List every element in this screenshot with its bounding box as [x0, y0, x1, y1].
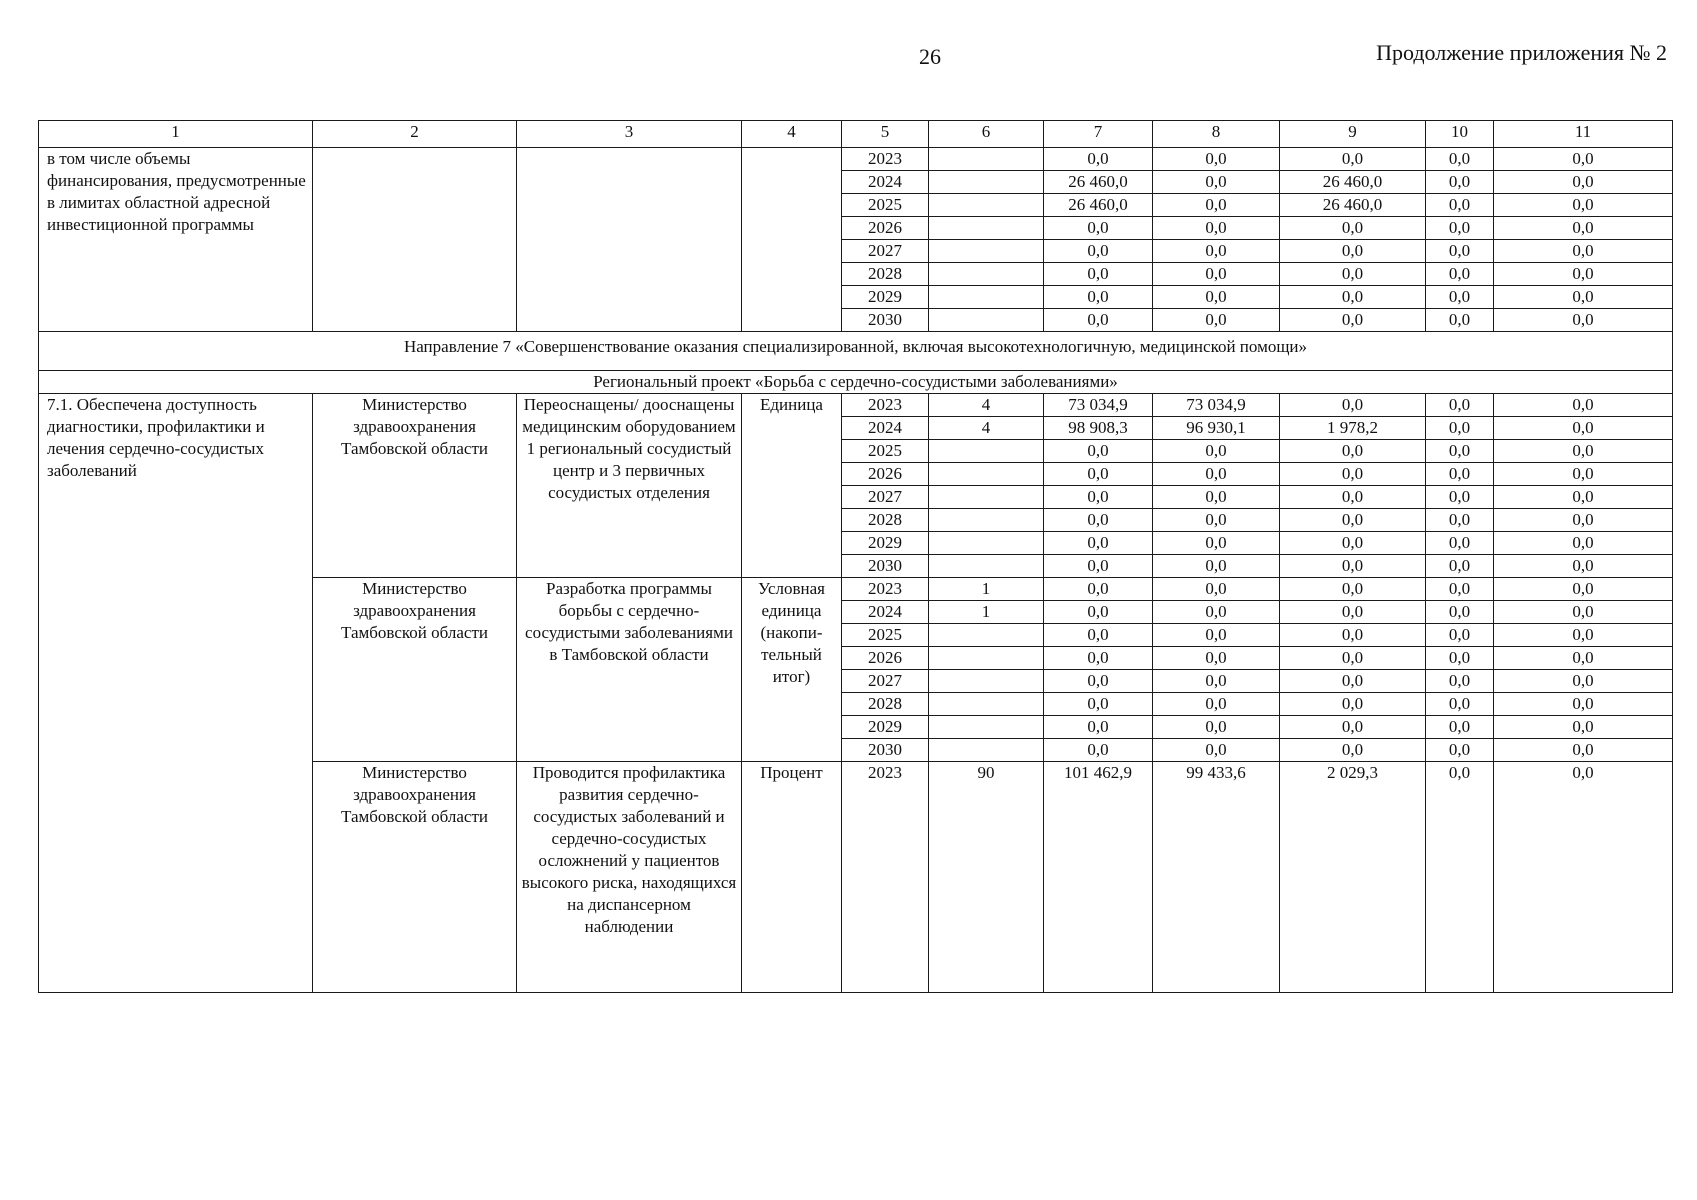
local-funding: 0,0 — [1426, 670, 1494, 693]
local-funding: 0,0 — [1426, 194, 1494, 217]
column-header: 5 — [842, 121, 929, 148]
indicator-value — [929, 309, 1044, 332]
responsible-cell: Министерство здравоохранения Тамбовской области — [313, 578, 517, 762]
total-funding: 26 460,0 — [1044, 171, 1153, 194]
regional-funding: 0,0 — [1280, 217, 1426, 240]
local-funding: 0,0 — [1426, 532, 1494, 555]
other-funding: 0,0 — [1494, 417, 1673, 440]
regional-funding: 0,0 — [1280, 309, 1426, 332]
indicator-value — [929, 624, 1044, 647]
year-cell: 2028 — [842, 693, 929, 716]
local-funding: 0,0 — [1426, 716, 1494, 739]
regional-funding: 26 460,0 — [1280, 171, 1426, 194]
federal-funding: 0,0 — [1153, 240, 1280, 263]
year-cell: 2026 — [842, 647, 929, 670]
regional-funding: 0,0 — [1280, 509, 1426, 532]
column-header: 1 — [39, 121, 313, 148]
regional-funding: 26 460,0 — [1280, 194, 1426, 217]
regional-funding: 0,0 — [1280, 578, 1426, 601]
federal-funding: 0,0 — [1153, 624, 1280, 647]
local-funding: 0,0 — [1426, 263, 1494, 286]
total-funding: 0,0 — [1044, 263, 1153, 286]
regional-funding: 0,0 — [1280, 739, 1426, 762]
indicator-value — [929, 555, 1044, 578]
total-funding: 0,0 — [1044, 463, 1153, 486]
indicator-value — [929, 509, 1044, 532]
indicator-value — [929, 286, 1044, 309]
year-cell: 2028 — [842, 509, 929, 532]
result-cell — [517, 148, 742, 332]
year-cell: 2027 — [842, 670, 929, 693]
federal-funding: 0,0 — [1153, 601, 1280, 624]
federal-funding: 0,0 — [1153, 217, 1280, 240]
table-row — [39, 394, 1673, 417]
other-funding: 0,0 — [1494, 171, 1673, 194]
other-funding: 0,0 — [1494, 532, 1673, 555]
regional-funding: 0,0 — [1280, 647, 1426, 670]
year-cell: 2029 — [842, 532, 929, 555]
project-row — [39, 371, 1673, 394]
responsible-cell: Министерство здравоохранения Тамбовской области — [313, 762, 517, 993]
local-funding: 0,0 — [1426, 286, 1494, 309]
total-funding: 0,0 — [1044, 509, 1153, 532]
other-funding: 0,0 — [1494, 624, 1673, 647]
year-cell: 2029 — [842, 716, 929, 739]
total-funding: 0,0 — [1044, 647, 1153, 670]
other-funding: 0,0 — [1494, 716, 1673, 739]
unit-cell: Условная единица (накопи-тельный итог) — [742, 578, 842, 762]
federal-funding: 0,0 — [1153, 148, 1280, 171]
local-funding: 0,0 — [1426, 601, 1494, 624]
total-funding: 0,0 — [1044, 217, 1153, 240]
other-funding: 0,0 — [1494, 309, 1673, 332]
page-number: 26 — [919, 44, 941, 69]
local-funding: 0,0 — [1426, 240, 1494, 263]
column-header: 10 — [1426, 121, 1494, 148]
federal-funding: 0,0 — [1153, 532, 1280, 555]
other-funding: 0,0 — [1494, 509, 1673, 532]
column-header: 2 — [313, 121, 517, 148]
local-funding: 0,0 — [1426, 555, 1494, 578]
regional-funding: 0,0 — [1280, 601, 1426, 624]
other-funding: 0,0 — [1494, 601, 1673, 624]
year-cell: 2028 — [842, 263, 929, 286]
federal-funding: 0,0 — [1153, 194, 1280, 217]
regional-funding: 0,0 — [1280, 240, 1426, 263]
indicator-value: 1 — [929, 578, 1044, 601]
federal-funding: 0,0 — [1153, 486, 1280, 509]
column-header: 7 — [1044, 121, 1153, 148]
year-cell: 2027 — [842, 240, 929, 263]
federal-funding: 0,0 — [1153, 309, 1280, 332]
indicator-value — [929, 440, 1044, 463]
indicator-value — [929, 716, 1044, 739]
year-cell: 2023 — [842, 578, 929, 601]
indicator-value — [929, 486, 1044, 509]
regional-funding: 0,0 — [1280, 440, 1426, 463]
other-funding: 0,0 — [1494, 670, 1673, 693]
total-funding: 0,0 — [1044, 601, 1153, 624]
federal-funding: 0,0 — [1153, 263, 1280, 286]
column-header: 8 — [1153, 121, 1280, 148]
federal-funding: 99 433,6 — [1153, 762, 1280, 993]
unit-cell: Процент — [742, 762, 842, 993]
regional-funding: 0,0 — [1280, 286, 1426, 309]
total-funding: 0,0 — [1044, 148, 1153, 171]
local-funding: 0,0 — [1426, 578, 1494, 601]
total-funding: 0,0 — [1044, 670, 1153, 693]
column-header: 6 — [929, 121, 1044, 148]
indicator-value — [929, 148, 1044, 171]
other-funding: 0,0 — [1494, 263, 1673, 286]
total-funding: 0,0 — [1044, 578, 1153, 601]
indicator-value: 90 — [929, 762, 1044, 993]
year-cell: 2023 — [842, 762, 929, 993]
item-description: 7.1. Обеспечена доступность диагностики, профилактики и лечения сердечно-сосудистых заболеваний — [39, 394, 313, 993]
year-cell: 2023 — [842, 148, 929, 171]
year-cell: 2029 — [842, 286, 929, 309]
indicator-value — [929, 240, 1044, 263]
year-cell: 2026 — [842, 217, 929, 240]
indicator-value — [929, 263, 1044, 286]
result-cell: Разработка программы борьбы с сердечно-сосудистыми заболеваниями в Тамбовской области — [517, 578, 742, 762]
indicator-value — [929, 693, 1044, 716]
local-funding: 0,0 — [1426, 762, 1494, 993]
year-cell: 2023 — [842, 394, 929, 417]
other-funding: 0,0 — [1494, 647, 1673, 670]
year-cell: 2025 — [842, 624, 929, 647]
other-funding: 0,0 — [1494, 217, 1673, 240]
total-funding: 0,0 — [1044, 309, 1153, 332]
total-funding: 0,0 — [1044, 555, 1153, 578]
year-cell: 2024 — [842, 417, 929, 440]
year-cell: 2025 — [842, 194, 929, 217]
local-funding: 0,0 — [1426, 440, 1494, 463]
other-funding: 0,0 — [1494, 739, 1673, 762]
regional-funding: 0,0 — [1280, 670, 1426, 693]
total-funding: 0,0 — [1044, 440, 1153, 463]
year-cell: 2026 — [842, 463, 929, 486]
year-cell: 2025 — [842, 440, 929, 463]
regional-funding: 0,0 — [1280, 716, 1426, 739]
result-cell: Переоснащены/ дооснащены медицинским оборудованием 1 региональный сосудистый центр и 3 первичных сосудистых отделения — [517, 394, 742, 578]
local-funding: 0,0 — [1426, 417, 1494, 440]
total-funding: 26 460,0 — [1044, 194, 1153, 217]
federal-funding: 0,0 — [1153, 440, 1280, 463]
budget-table — [38, 120, 1673, 993]
indicator-value — [929, 647, 1044, 670]
project-title: Региональный проект «Борьба с сердечно-сосудистыми заболеваниями» — [39, 371, 1673, 394]
local-funding: 0,0 — [1426, 486, 1494, 509]
column-header: 11 — [1494, 121, 1673, 148]
other-funding: 0,0 — [1494, 394, 1673, 417]
indicator-value — [929, 670, 1044, 693]
local-funding: 0,0 — [1426, 394, 1494, 417]
item-description: в том числе объемы финансирования, предусмотренные в лимитах областной адресной инвестиционной программы — [39, 148, 313, 332]
other-funding: 0,0 — [1494, 463, 1673, 486]
unit-cell: Единица — [742, 394, 842, 578]
other-funding: 0,0 — [1494, 286, 1673, 309]
indicator-value: 4 — [929, 417, 1044, 440]
indicator-value: 4 — [929, 394, 1044, 417]
year-cell: 2027 — [842, 486, 929, 509]
local-funding: 0,0 — [1426, 217, 1494, 240]
regional-funding: 1 978,2 — [1280, 417, 1426, 440]
regional-funding: 0,0 — [1280, 463, 1426, 486]
federal-funding: 0,0 — [1153, 555, 1280, 578]
indicator-value — [929, 217, 1044, 240]
federal-funding: 0,0 — [1153, 647, 1280, 670]
other-funding: 0,0 — [1494, 440, 1673, 463]
federal-funding: 0,0 — [1153, 693, 1280, 716]
responsible-cell — [313, 148, 517, 332]
local-funding: 0,0 — [1426, 171, 1494, 194]
other-funding: 0,0 — [1494, 240, 1673, 263]
indicator-value — [929, 194, 1044, 217]
other-funding: 0,0 — [1494, 148, 1673, 171]
indicator-value — [929, 532, 1044, 555]
column-header-row — [39, 121, 1673, 148]
direction-title: Направление 7 «Совершенствование оказания специализированной, включая высокотехнологичную, медицинской помощи» — [39, 332, 1673, 371]
local-funding: 0,0 — [1426, 624, 1494, 647]
year-cell: 2030 — [842, 309, 929, 332]
federal-funding: 0,0 — [1153, 670, 1280, 693]
local-funding: 0,0 — [1426, 509, 1494, 532]
total-funding: 0,0 — [1044, 286, 1153, 309]
regional-funding: 0,0 — [1280, 532, 1426, 555]
result-cell: Проводится профилактика развития сердечно-сосудистых заболеваний и сердечно-сосудистых осложнений у пациентов высокого риска, находящихся на диспансерном наблюдении — [517, 762, 742, 993]
unit-cell — [742, 148, 842, 332]
regional-funding: 0,0 — [1280, 555, 1426, 578]
local-funding: 0,0 — [1426, 739, 1494, 762]
indicator-value — [929, 171, 1044, 194]
year-cell: 2030 — [842, 555, 929, 578]
federal-funding: 0,0 — [1153, 739, 1280, 762]
other-funding: 0,0 — [1494, 693, 1673, 716]
budget-table-container — [38, 120, 1672, 993]
federal-funding: 0,0 — [1153, 286, 1280, 309]
total-funding: 98 908,3 — [1044, 417, 1153, 440]
year-cell: 2024 — [842, 171, 929, 194]
total-funding: 0,0 — [1044, 693, 1153, 716]
total-funding: 0,0 — [1044, 486, 1153, 509]
regional-funding: 0,0 — [1280, 486, 1426, 509]
regional-funding: 0,0 — [1280, 148, 1426, 171]
indicator-value — [929, 739, 1044, 762]
indicator-value — [929, 463, 1044, 486]
table-row — [39, 148, 1673, 171]
federal-funding: 96 930,1 — [1153, 417, 1280, 440]
regional-funding: 0,0 — [1280, 693, 1426, 716]
regional-funding: 0,0 — [1280, 394, 1426, 417]
other-funding: 0,0 — [1494, 486, 1673, 509]
other-funding: 0,0 — [1494, 194, 1673, 217]
federal-funding: 0,0 — [1153, 578, 1280, 601]
local-funding: 0,0 — [1426, 693, 1494, 716]
federal-funding: 0,0 — [1153, 463, 1280, 486]
column-header: 4 — [742, 121, 842, 148]
federal-funding: 73 034,9 — [1153, 394, 1280, 417]
column-header: 9 — [1280, 121, 1426, 148]
year-cell: 2030 — [842, 739, 929, 762]
column-header: 3 — [517, 121, 742, 148]
local-funding: 0,0 — [1426, 463, 1494, 486]
local-funding: 0,0 — [1426, 647, 1494, 670]
direction-row — [39, 332, 1673, 371]
responsible-cell: Министерство здравоохранения Тамбовской области — [313, 394, 517, 578]
federal-funding: 0,0 — [1153, 171, 1280, 194]
regional-funding: 0,0 — [1280, 624, 1426, 647]
appendix-continuation-header: Продолжение приложения № 2 — [1376, 40, 1667, 65]
other-funding: 0,0 — [1494, 762, 1673, 993]
local-funding: 0,0 — [1426, 148, 1494, 171]
federal-funding: 0,0 — [1153, 509, 1280, 532]
year-cell: 2024 — [842, 601, 929, 624]
total-funding: 73 034,9 — [1044, 394, 1153, 417]
local-funding: 0,0 — [1426, 309, 1494, 332]
indicator-value: 1 — [929, 601, 1044, 624]
total-funding: 0,0 — [1044, 739, 1153, 762]
total-funding: 0,0 — [1044, 624, 1153, 647]
regional-funding: 0,0 — [1280, 263, 1426, 286]
other-funding: 0,0 — [1494, 578, 1673, 601]
total-funding: 0,0 — [1044, 716, 1153, 739]
regional-funding: 2 029,3 — [1280, 762, 1426, 993]
total-funding: 0,0 — [1044, 240, 1153, 263]
total-funding: 101 462,9 — [1044, 762, 1153, 993]
total-funding: 0,0 — [1044, 532, 1153, 555]
federal-funding: 0,0 — [1153, 716, 1280, 739]
other-funding: 0,0 — [1494, 555, 1673, 578]
